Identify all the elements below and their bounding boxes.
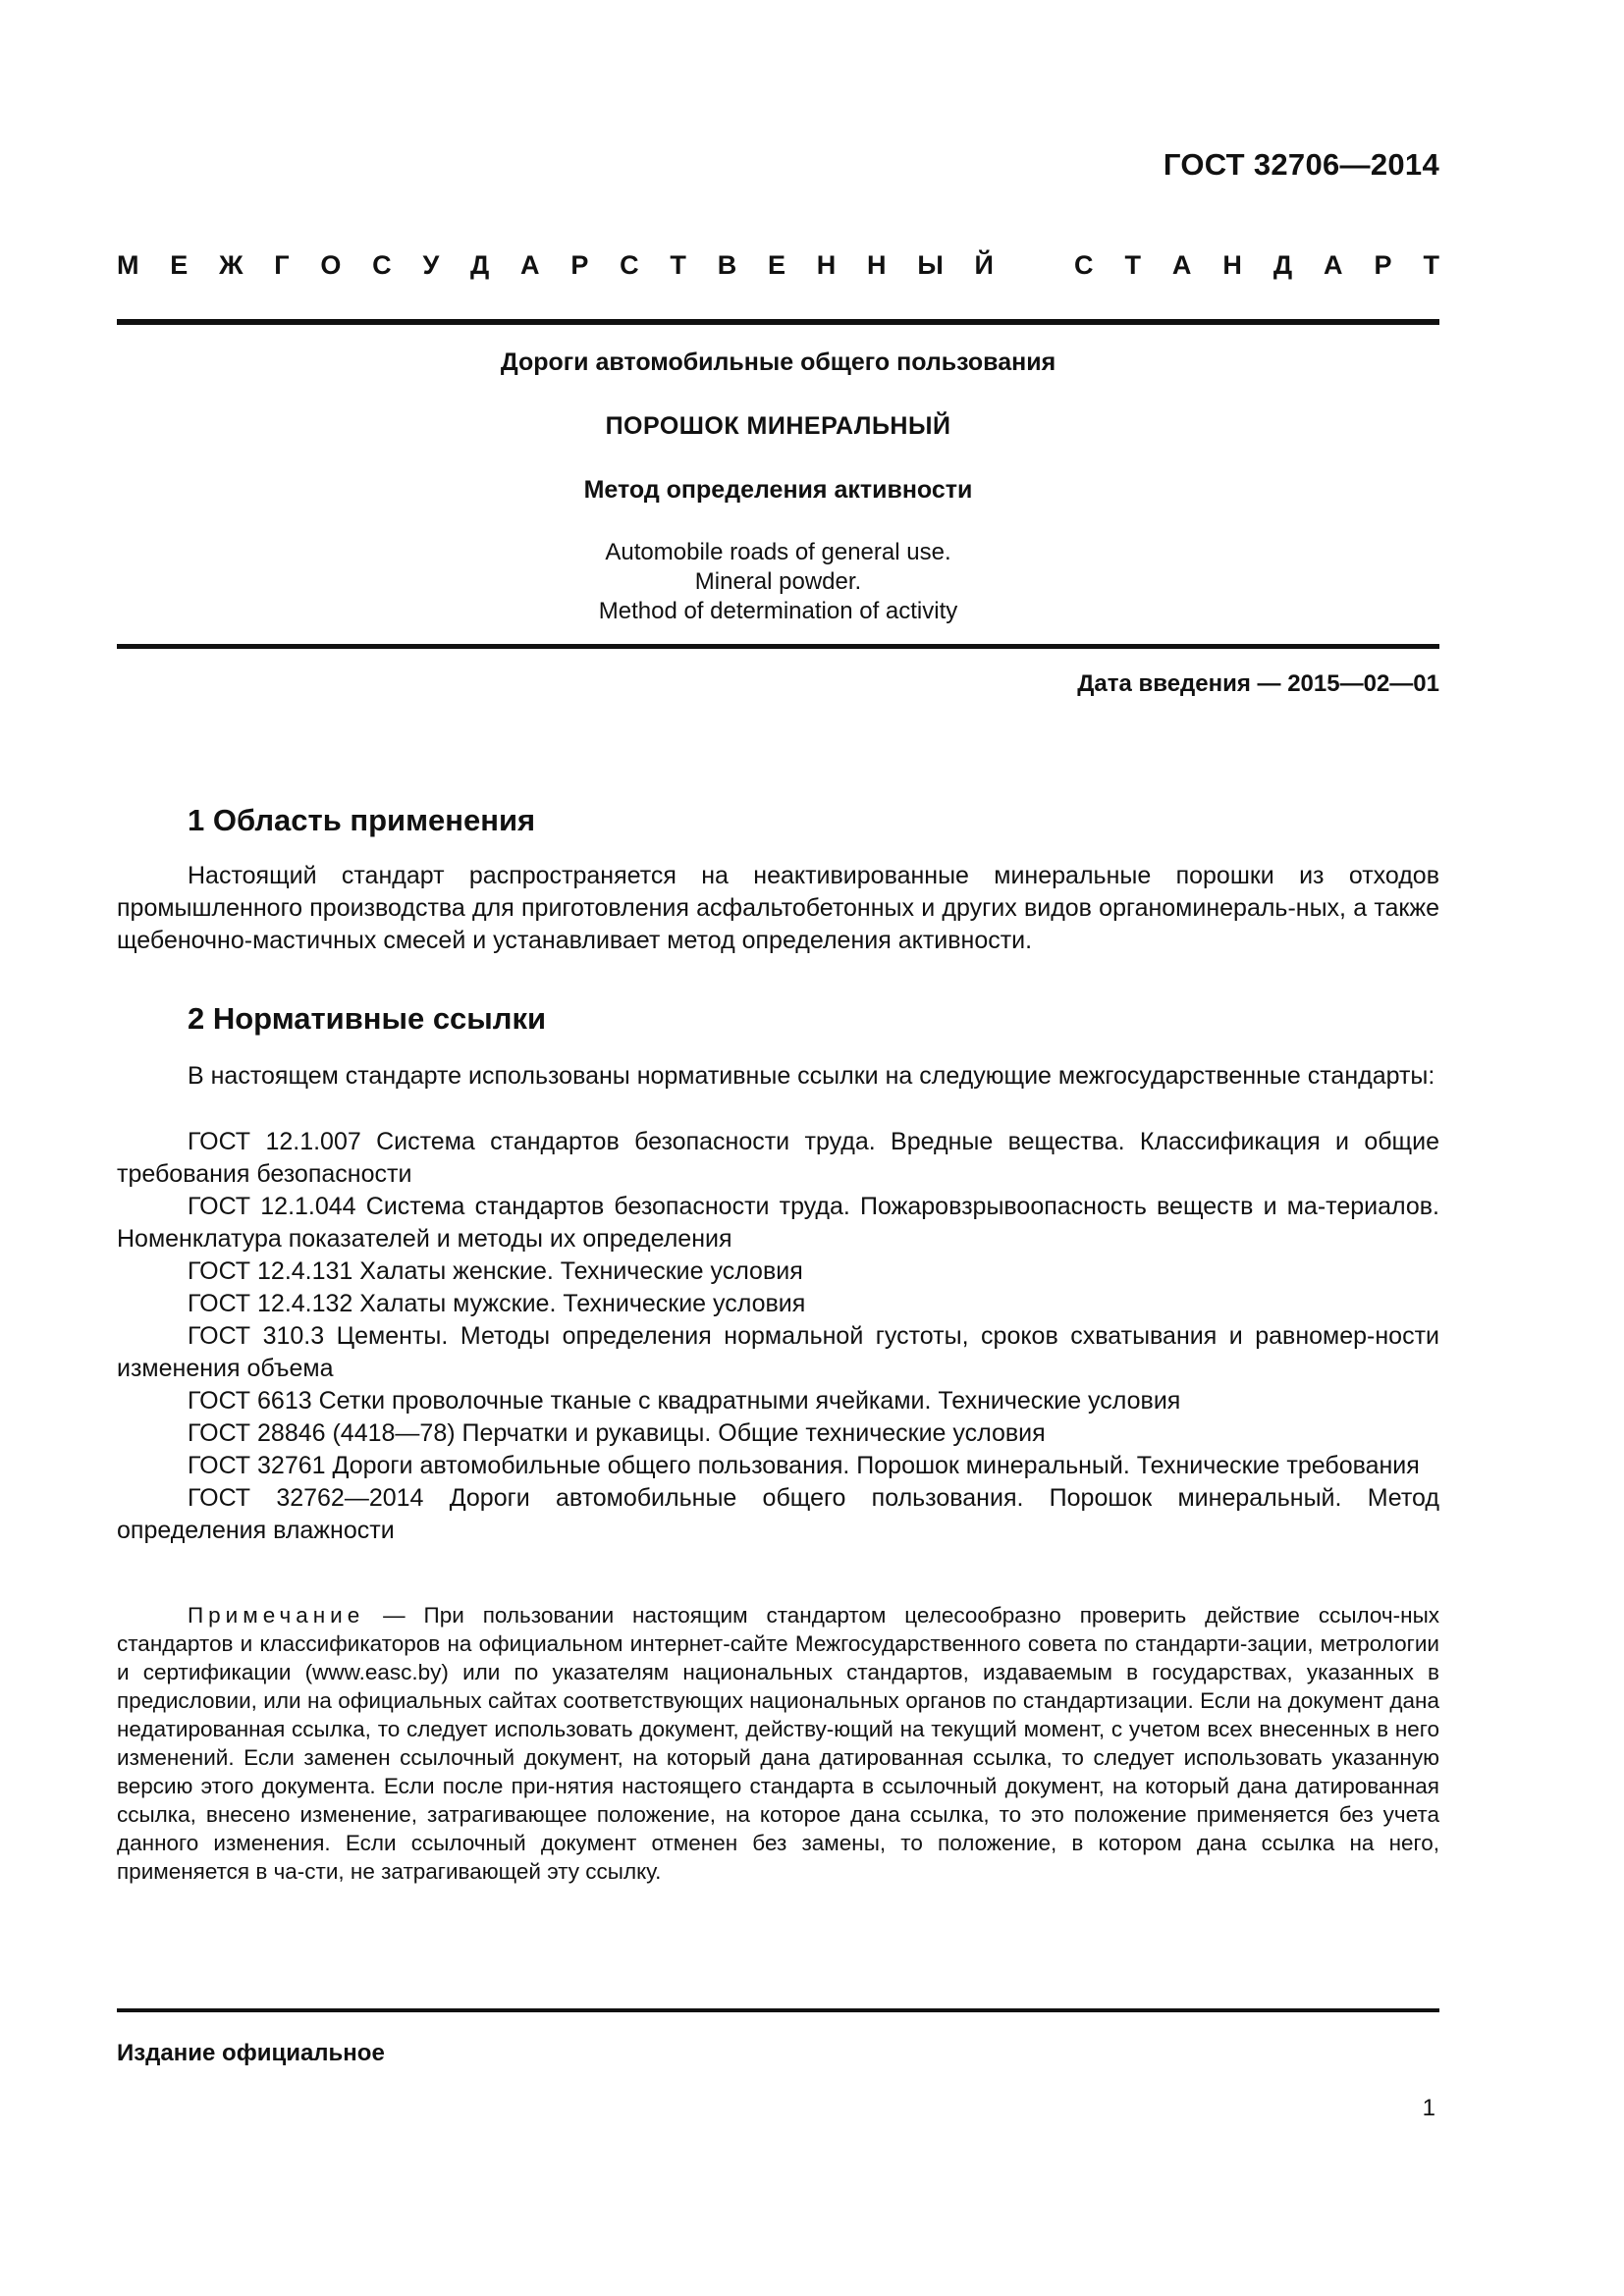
letter: С [620,250,639,280]
section-2-intro: В настоящем стандарте использованы нормативные ссылки на следующие межгосударственные стандарты: [188,1062,1435,1090]
letter: Й [974,250,994,280]
page-number: 1 [1422,2095,1435,2121]
letter: В [717,250,737,280]
letter: Р [570,250,589,280]
letter: Д [470,250,490,280]
standard-type-word-1 [117,250,994,280]
reference-item: ГОСТ 12.1.007 Система стандартов безопасности труда. Вредные вещества. Классификация и общие требования безопасности [117,1128,1439,1188]
letter: Н [1222,250,1242,280]
references-list [117,1126,1439,1547]
reference-item: ГОСТ 12.1.044 Система стандартов безопасности труда. Пожаровзрывоопасность веществ и ма-териалов. Номенклатура показателей и методы их определения [117,1193,1439,1253]
standard-type-word-2 [1074,250,1439,280]
english-title-line-2: Mineral powder. [694,568,862,595]
letter: Г [274,250,290,280]
title-line-2: ПОРОШОК МИНЕРАЛЬНЫЙ [605,412,951,440]
document-page [117,0,1439,2296]
reference-item: ГОСТ 28846 (4418—78) Перчатки и рукавицы. Общие технические условия [188,1419,1046,1447]
standard-type-heading [117,250,1439,280]
letter: О [320,250,342,280]
title-line-1: Дороги автомобильные общего пользования [500,348,1056,376]
letter: Т [670,250,686,280]
section-2-heading: 2 Нормативные ссылки [188,1001,547,1036]
section-1-heading: 1 Область применения [188,803,536,837]
reference-item: ГОСТ 12.4.132 Халаты мужские. Технические условия [188,1290,806,1317]
footer-divider [117,2008,1439,2012]
reference-item: ГОСТ 32762—2014 Дороги автомобильные общего пользования. Порошок минеральный. Метод определения влажности [117,1484,1439,1544]
letter: Е [170,250,189,280]
letter: У [422,250,440,280]
letter: М [117,250,139,280]
reference-item: ГОСТ 12.4.131 Халаты женские. Технические условия [188,1257,803,1285]
edition-label: Издание официальное [117,2040,385,2066]
reference-item: ГОСТ 32761 Дороги автомобильные общего пользования. Порошок минеральный. Технические требования [188,1452,1420,1479]
reference-item: ГОСТ 6613 Сетки проволочные тканые с квадратными ячейками. Технические условия [188,1387,1181,1415]
letter: А [1171,250,1192,280]
note-text: — При пользовании настоящим стандартом целесообразно проверить действие ссылоч-ных стандартов и классификаторов на официальном интернет-сайте Межгосударственного совета по стандарти-зации, метрологии и сертификации (www.easc.by) или по указателям национальных стандартов, издаваемым в государствах, указанных в предисловии, или на официальных сайтах соответствующих национальных органов по стандартизации. Если на документ дана недатированная ссылка, то следует использовать документ, действу-ющий на текущий момент, с учетом всех внесенных в него изменений. Если заменен ссылочный документ, на который дана датированная ссылка, то следует использовать указанную версию этого документа. Если после при-нятия настоящего стандарта в ссылочный документ, на который дана датированная ссылка, внесено изменение, затрагивающее положение, на которое дана ссылка, то это положение применяется без учета данного изменения. Если ссылочный документ отменен без замены, то положение, в котором дана ссылка на него, применяется в ча-сти, не затрагивающей эту ссылку. [117,1603,1439,1884]
letter: Ы [917,250,944,280]
section-1-text: Настоящий стандарт распространяется на неактивированные минеральные порошки из отходов промышленного производства для приготовления асфальтобетонных и других видов органоминераль-ных, а также щебеночно-мастичных смесей и устанавливает метод определения активности. [117,862,1439,954]
english-title-line-3: Method of determination of activity [598,598,958,624]
references-note [117,1601,1439,1886]
letter: Н [816,250,837,280]
letter: С [372,250,392,280]
english-title [117,538,1439,626]
letter: Т [1423,250,1439,280]
letter: Е [767,250,785,280]
english-title-line-1: Automobile roads of general use. [605,539,951,565]
letter: Т [1124,250,1141,280]
letter: А [520,250,540,280]
letter: Н [867,250,887,280]
title-divider [117,644,1439,649]
document-number: ГОСТ 32706—2014 [1163,147,1439,182]
letter: Д [1272,250,1293,280]
title-line-3: Метод определения активности [583,476,973,504]
header-divider [117,319,1439,325]
introduction-date: Дата введения — 2015—02—01 [1077,670,1439,697]
letter: Р [1374,250,1392,280]
letter: С [1074,250,1094,280]
letter: А [1324,250,1343,280]
note-label: Примечание [188,1603,365,1628]
reference-item: ГОСТ 310.3 Цементы. Методы определения нормальной густоты, сроков схватывания и равномер-ности изменения объема [117,1322,1439,1382]
letter: Ж [219,250,244,280]
